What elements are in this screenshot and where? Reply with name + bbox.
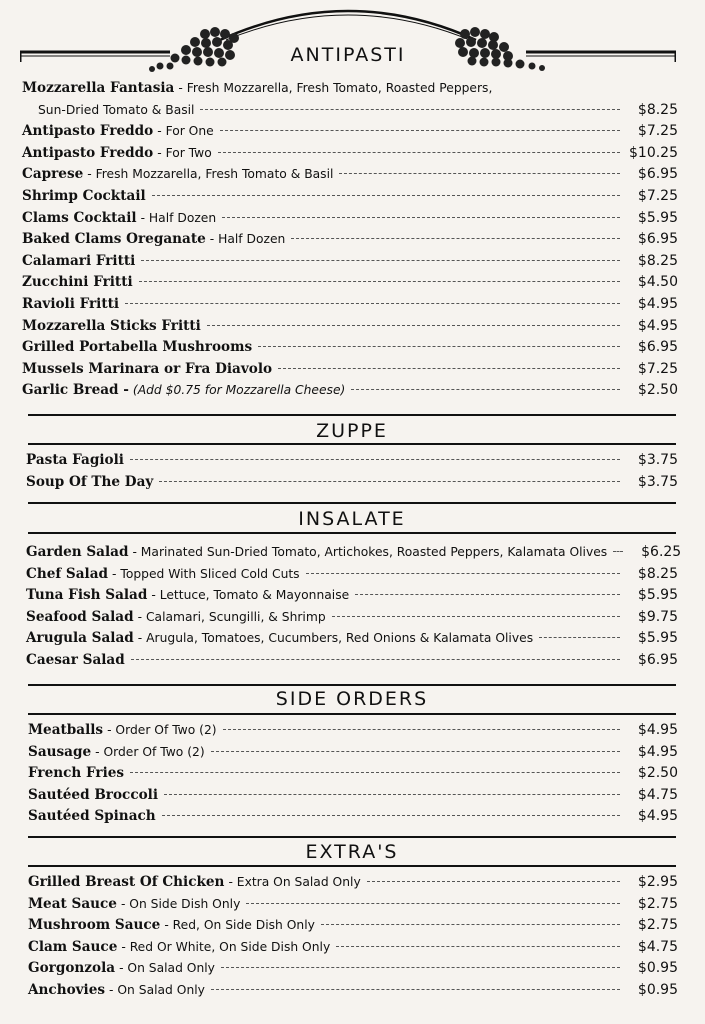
menu-item <box>28 937 678 959</box>
item-price: $2.75 <box>637 895 678 912</box>
item-name: Mushroom Sauce <box>28 917 161 934</box>
leader-dots <box>130 459 620 460</box>
menu-item <box>22 121 678 143</box>
item-name: Meat Sauce <box>28 895 117 912</box>
item-name: Mozzarella Sticks Fritti <box>22 317 201 334</box>
menu-item <box>26 585 678 607</box>
leader-dots <box>539 637 620 638</box>
item-name: Anchovies <box>28 981 106 998</box>
menu-item <box>28 785 678 807</box>
leader-dots <box>211 751 620 752</box>
section-title-antipasti: ANTIPASTI <box>290 44 406 66</box>
item-description: (Add $0.75 for Mozzarella Cheese) <box>132 383 346 398</box>
item-description: - Order Of Two (2) <box>107 723 217 737</box>
leader-dots <box>258 346 620 347</box>
menu-item <box>26 450 678 472</box>
insalate-list <box>26 542 682 672</box>
item-name: Tuna Fish Salad <box>26 587 148 604</box>
item-description: - On Salad Only <box>109 982 205 997</box>
menu-item <box>22 186 678 208</box>
item-description: - Lettuce, Tomato & Mayonnaise <box>151 588 350 603</box>
item-description: - Red Or White, On Side Dish Only <box>121 939 331 954</box>
menu-item <box>22 380 678 402</box>
item-price: $4.95 <box>637 722 678 738</box>
item-price: $7.25 <box>637 123 678 140</box>
leader-dots <box>351 389 620 390</box>
leader-dots <box>221 967 620 968</box>
item-description: - Half Dozen <box>209 232 286 247</box>
menu-item <box>22 337 678 359</box>
section-divider <box>28 443 676 445</box>
item-name: Caesar Salad <box>26 651 125 668</box>
item-price: $2.50 <box>637 382 678 399</box>
item-price: $8.25 <box>637 101 678 118</box>
item-price: $5.95 <box>637 209 678 226</box>
section-title-zuppe: ZUPPE <box>316 420 388 442</box>
item-description: - On Side Dish Only <box>120 896 241 911</box>
item-name: Antipasto Freddo <box>22 144 154 161</box>
leader-dots <box>139 281 620 282</box>
item-name: Pasta Fagioli <box>26 452 124 468</box>
leader-dots <box>246 903 620 904</box>
item-price: $6.95 <box>637 339 678 356</box>
item-description: - Red, On Side Dish Only <box>164 918 315 933</box>
item-description: - For Two <box>157 145 212 160</box>
menu-item <box>28 806 678 828</box>
item-name: Soup Of The Day <box>26 473 154 490</box>
menu-item <box>22 78 678 100</box>
item-name: Zucchini Fritti <box>22 274 133 291</box>
leader-dots <box>223 729 620 730</box>
item-description: - Calamari, Scungilli, & Shrimp <box>137 609 326 624</box>
leader-dots <box>306 573 620 574</box>
item-name: Mussels Marinara or Fra Diavolo <box>22 360 273 377</box>
item-name: Grilled Portabella Mushrooms <box>22 339 253 356</box>
item-name: French Fries <box>28 765 125 782</box>
item-name: Grilled Breast Of Chicken <box>28 874 225 890</box>
item-price: $5.95 <box>637 630 678 647</box>
antipasti-header <box>20 0 676 80</box>
item-description: - Arugula, Tomatoes, Cucumbers, Red Onions & Kalamata Olives <box>137 631 534 646</box>
item-price: $10.25 <box>629 144 678 161</box>
item-name: Seafood Salad <box>26 608 134 625</box>
item-price: $4.75 <box>637 938 678 955</box>
item-description: - On Salad Only <box>119 961 215 976</box>
item-description: - Extra On Salad Only <box>228 875 361 889</box>
item-price: $7.25 <box>637 360 678 377</box>
leader-dots <box>613 551 623 552</box>
item-description: - Marinated Sun-Dried Tomato, Artichokes, Roasted Peppers, Kalamata Olives <box>132 545 608 559</box>
item-price: $4.75 <box>637 786 678 803</box>
menu-item <box>22 208 678 230</box>
item-price: $6.25 <box>641 544 682 560</box>
item-name: Ravioli Fritti <box>22 295 120 312</box>
menu-item <box>22 251 678 273</box>
leader-dots <box>220 130 620 131</box>
item-price: $0.95 <box>637 981 678 998</box>
item-name: Baked Clams Oreganate <box>22 231 206 248</box>
item-price: $3.75 <box>637 473 678 490</box>
item-price: $8.25 <box>637 252 678 269</box>
item-name: Shrimp Cocktail <box>22 187 146 204</box>
menu-item <box>28 872 678 894</box>
item-price: $4.50 <box>637 274 678 291</box>
side-orders-list <box>28 720 678 828</box>
menu-item <box>22 143 678 165</box>
item-description: - Order Of Two (2) <box>95 744 205 759</box>
menu-item <box>22 164 678 186</box>
item-name: Clams Cocktail <box>22 209 137 226</box>
leader-dots <box>222 217 620 218</box>
item-price: $2.95 <box>637 874 678 890</box>
leader-dots <box>211 989 620 990</box>
item-name: Chef Salad <box>26 565 109 582</box>
leader-dots <box>125 303 620 304</box>
item-price: $6.95 <box>637 651 678 668</box>
zuppe-list <box>26 450 678 493</box>
leader-dots <box>152 195 620 196</box>
section-divider <box>28 865 676 867</box>
item-description: - Fresh Mozzarella, Fresh Tomato & Basil <box>87 167 334 182</box>
menu-item <box>26 472 678 494</box>
grape-ornament-icon <box>20 0 676 80</box>
leader-dots <box>339 173 620 174</box>
item-description: - Fresh Mozzarella, Fresh Tomato, Roasted Peppers, <box>178 81 493 95</box>
section-divider <box>28 532 676 534</box>
menu-item <box>28 763 678 785</box>
leader-dots <box>131 659 620 660</box>
menu-item <box>22 294 678 316</box>
extras-list <box>28 872 678 1002</box>
menu-item <box>26 542 682 564</box>
menu-item <box>28 894 678 916</box>
menu-item <box>26 650 678 672</box>
section-title-insalate: INSALATE <box>298 508 406 530</box>
item-name: Garlic Bread - <box>22 382 129 399</box>
antipasti-list <box>22 78 678 402</box>
leader-dots <box>159 481 620 482</box>
leader-dots <box>200 109 620 110</box>
item-price: $8.25 <box>637 565 678 582</box>
item-name: Arugula Salad <box>26 630 134 647</box>
item-price: $2.75 <box>637 917 678 934</box>
leader-dots <box>218 152 620 153</box>
menu-item <box>28 958 678 980</box>
leader-dots <box>164 794 620 795</box>
item-description: Sun-Dried Tomato & Basil <box>38 102 195 117</box>
section-divider <box>28 414 676 416</box>
section-title-side-orders: SIDE ORDERS <box>275 688 429 710</box>
leader-dots <box>336 946 620 947</box>
item-price: $7.25 <box>637 187 678 204</box>
item-name: Sautéed Spinach <box>28 808 156 825</box>
leader-dots <box>367 881 620 882</box>
item-name: Calamari Fritti <box>22 252 136 269</box>
item-price: $4.95 <box>637 295 678 312</box>
item-description: - For One <box>157 124 214 139</box>
item-price: $6.95 <box>637 166 678 183</box>
item-price: $6.95 <box>637 231 678 248</box>
item-price: $4.95 <box>637 743 678 760</box>
menu-item <box>22 316 678 338</box>
menu-item <box>28 742 678 764</box>
menu-item <box>28 980 678 1002</box>
leader-dots <box>130 772 620 773</box>
item-name: Mozzarella Fantasia <box>22 80 175 96</box>
item-description: - Half Dozen <box>140 210 217 225</box>
item-price: $0.95 <box>637 960 678 977</box>
leader-dots <box>291 238 620 239</box>
leader-dots <box>162 815 620 816</box>
item-name: Garden Salad <box>26 544 129 560</box>
menu-item <box>26 607 678 629</box>
leader-dots <box>355 594 620 595</box>
item-name: Sausage <box>28 743 92 760</box>
item-name: Clam Sauce <box>28 938 118 955</box>
menu-item <box>22 229 678 251</box>
menu-item <box>28 915 678 937</box>
menu-item <box>22 359 678 381</box>
item-price: $5.95 <box>637 587 678 604</box>
item-price: $4.95 <box>637 808 678 825</box>
menu-item <box>28 720 678 742</box>
leader-dots <box>332 616 620 617</box>
section-title-extras: EXTRA'S <box>305 841 399 863</box>
menu-item <box>26 628 678 650</box>
leader-dots <box>321 924 620 925</box>
item-price: $9.75 <box>637 608 678 625</box>
menu-item <box>26 564 678 586</box>
leader-dots <box>278 368 620 369</box>
section-divider <box>28 502 676 504</box>
item-name: Antipasto Freddo <box>22 123 154 140</box>
item-name: Sautéed Broccoli <box>28 786 158 803</box>
menu-item <box>22 272 678 294</box>
item-price: $4.95 <box>637 317 678 334</box>
menu-item-continued <box>22 100 678 122</box>
section-divider <box>28 836 676 838</box>
item-name: Gorgonzola <box>28 960 116 977</box>
item-price: $3.75 <box>637 452 678 468</box>
leader-dots <box>207 325 620 326</box>
item-name: Caprese <box>22 166 84 183</box>
item-price: $2.50 <box>637 765 678 782</box>
section-divider <box>28 684 676 686</box>
section-divider <box>28 713 676 715</box>
item-name: Meatballs <box>28 722 104 738</box>
leader-dots <box>141 260 620 261</box>
item-description: - Topped With Sliced Cold Cuts <box>112 566 300 581</box>
